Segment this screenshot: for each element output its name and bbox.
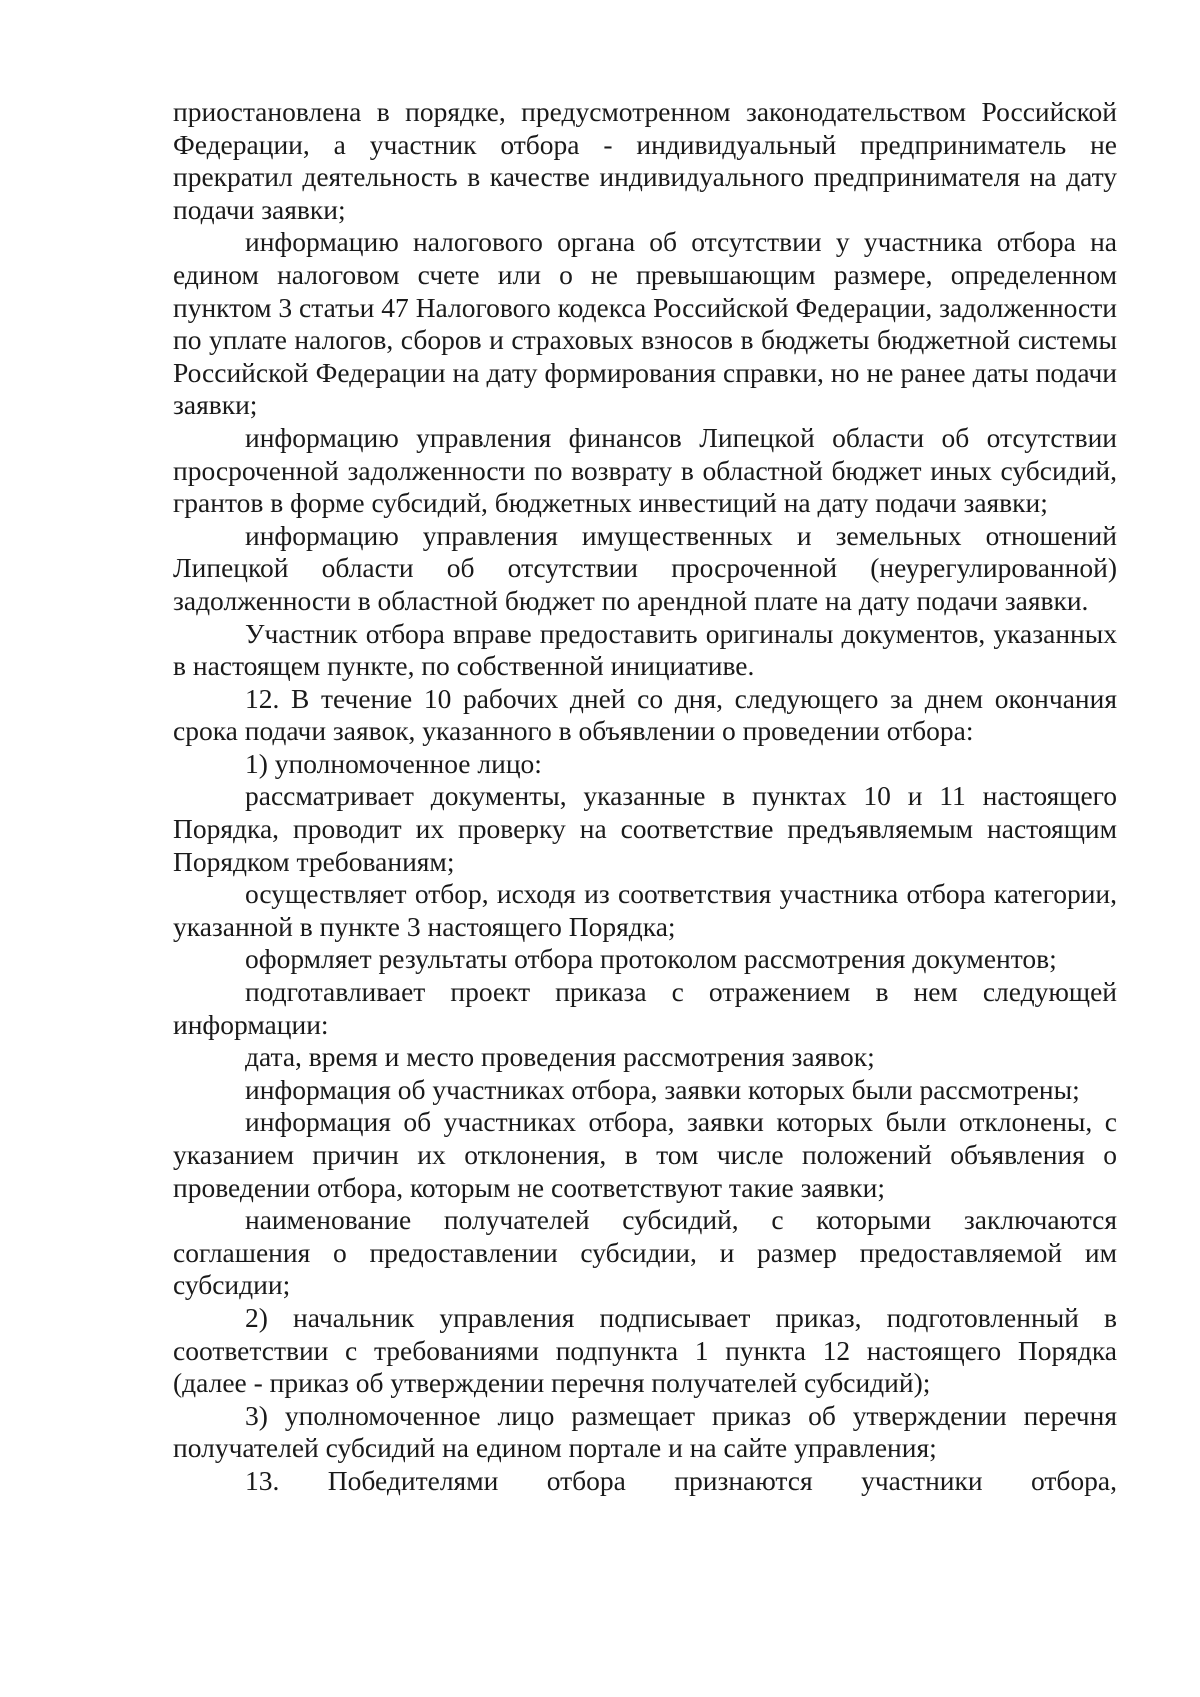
paragraph-records-results: оформляет результаты отбора протоколом рассмотрения документов; xyxy=(245,943,1057,975)
paragraph-item-2: 2) начальник управления подписывает приказ, подготовленный в соответствии с требованиями подпункта 1 пункта 12 настоящего Порядка (далее - приказ об утверждении перечня получателей субсидий); xyxy=(173,1301,1117,1399)
paragraph-originals-initiative: Участник отбора вправе предоставить оригиналы документов, указанных в настоящем пункте, по собственной инициативе. xyxy=(173,617,1117,682)
paragraph-finance-department-info: информацию управления финансов Липецкой области об отсутствии просроченной задолженности по возврату в областной бюджет иных субсидий, грантов в форме субсидий, бюджетных инвестиций на дату подачи заявки; xyxy=(173,421,1117,519)
paragraph-rejected-participants: информация об участниках отбора, заявки которых были отклонены, с указанием причин их отклонения, в том числе положений объявления о проведении отбора, которым не соответствуют такие заявки; xyxy=(173,1106,1117,1203)
paragraph-performs-selection: осуществляет отбор, исходя из соответствия участника отбора категории, указанной в пункте 3 настоящего Порядка; xyxy=(173,878,1117,942)
paragraph-section-13: 13. Победителями отбора признаются участники отбора, xyxy=(245,1464,1117,1496)
paragraph-date-time-place: дата, время и место проведения рассмотрения заявок; xyxy=(245,1041,875,1073)
document-body xyxy=(173,96,1117,1498)
paragraph-suspension-clause: приостановлена в порядке, предусмотренном законодательством Российской Федерации, а участник отбора - индивидуальный предприниматель не прекратил деятельность в качестве индивидуального предпринимателя на дату подачи заявки; xyxy=(173,96,1117,225)
paragraph-reviewed-participants: информация об участниках отбора, заявки которых были рассмотрены; xyxy=(245,1073,1080,1105)
paragraph-subsidy-recipients: наименование получателей субсидий, с которыми заключаются соглашения о предоставлении субсидии, и размер предоставляемой им субсидии; xyxy=(173,1204,1117,1301)
paragraph-reviews-documents: рассматривает документы, указанные в пунктах 10 и 11 настоящего Порядка, проводит их проверку на соответствие предъявляемым настоящим Порядком требованиям; xyxy=(173,780,1117,877)
paragraph-section-12: 12. В течение 10 рабочих дней со дня, следующего за днем окончания срока подачи заявок, указанного в объявлении о проведении отбора: xyxy=(173,682,1117,747)
paragraph-item-1: 1) уполномоченное лицо: xyxy=(245,747,542,779)
paragraph-tax-authority-info: информацию налогового органа об отсутствии у участника отбора на едином налоговом счете или о не превышающим размере, определенном пунктом 3 статьи 47 Налогового кодекса Российской Федерации, задолженности по уплате налогов, сборов и страховых взносов в бюджеты бюджетной системы Российской Федерации на дату формирования справки, но не ранее даты подачи заявки; xyxy=(173,226,1117,421)
paragraph-prepares-order: подготавливает проект приказа с отражением в нем следующей информации: xyxy=(173,976,1117,1040)
paragraph-item-3: 3) уполномоченное лицо размещает приказ об утверждении перечня получателей субсидий на едином портале и на сайте управления; xyxy=(173,1399,1117,1464)
paragraph-property-department-info: информацию управления имущественных и земельных отношений Липецкой области об отсутствии просроченной (неурегулированной) задолженности в областной бюджет по арендной плате на дату подачи заявки. xyxy=(173,519,1117,616)
